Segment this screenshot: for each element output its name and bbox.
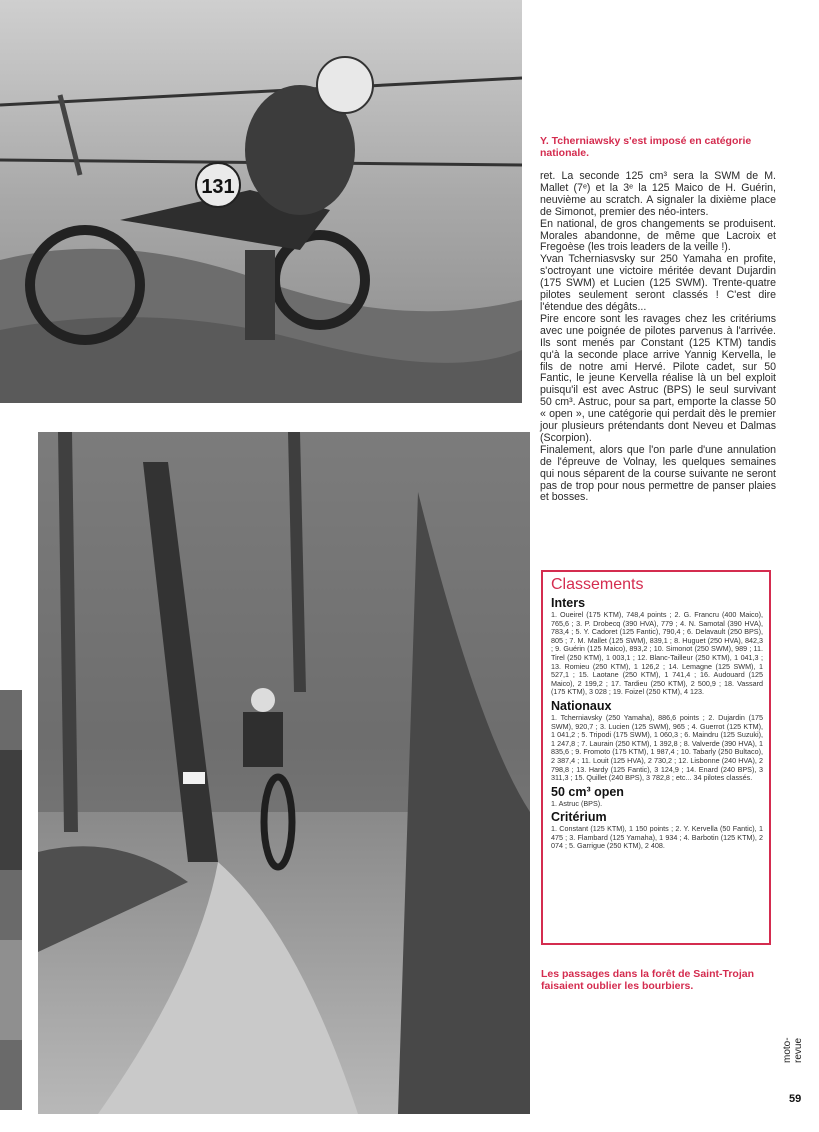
article-body — [540, 171, 776, 504]
photo-edge-strip — [0, 690, 22, 1110]
results-heading-nationaux: Nationaux — [551, 698, 612, 713]
results-heading-inters: Inters — [551, 596, 586, 610]
results-text-nationaux: 1. Tcherniavsky (250 Yamaha), 886,6 points ; 2. Dujardin (175 SWM), 920,7 ; 3. Lucien (125 SWM), 965 ; 4. Guerrot (125 KTM), 1 041,2 ; 5. Tripodi (175 SWM), 1 060,3 ; 6. Maindru (125 Suzuki), 1 247,8 ; 7. Laurain (250 KTM), 1 392,8 ; 8. Valverde (390 HVA), 1 835,6 ; 9. Fromoto (175 KTM), 1 987,4 ; 10. Tabarly (250 Bultaco), 2 387,4 ; 11. Louit (125 HVA), 2 730,2 ; 12. Lisbonne (240 HVA), 2 798,8 ; 13. Hardy (125 Fantic), 3 124,9 ; 14. Enard (240 BPS), 3 311,3 ; 15. Quillet (240 BPS), 3 782,8 ; etc... 34 pilotes classés. — [551, 712, 763, 783]
article-paragraph: ret. La seconde 125 cm³ sera la SWM de M. Mallet (7ᵉ) et la 3ᵉ la 125 Maico de H. Guérin, neuvième au scratch. A signaler la dixième place de Simonot, premier des néo-inters. — [540, 170, 776, 218]
caption-bottom: Les passages dans la forêt de Saint-Trojan faisaient oublier les bourbiers. — [541, 968, 754, 992]
photo-forest-rider — [38, 432, 530, 1114]
magazine-name: moto-revue — [782, 1037, 804, 1063]
results-heading-criterium: Critérium — [551, 810, 607, 825]
article-paragraph: En national, de gros changements se produisent. Morales abandonne, de même que Lacroix et Fregoèse (les trois leaders de la veille !). — [540, 217, 776, 254]
results-text-inters: 1. Oueirel (175 KTM), 748,4 points ; 2. G. Francru (400 Maico), 765,6 ; 3. P. Drobecq (390 HVA), 779 ; 4. N. Samotal (390 HVA), 783,4 ; 5. Y. Cadoret (125 Fantic), 790,4 ; 6. Delavault (250 BPS), 805 ; 7. M. Mallet (125 SWM), 839,1 ; 8. Huguet (250 HVA), 842,3 ; 9. Guérin (125 Maico), 893,2 ; 10. Simonot (250 SWM), 989 ; 11. Tirel (250 KTM), 1 003,1 ; 12. Blanc-Tailleur (250 KTM), 1 041,3 ; 13. Romieu (250 KTM), 1 126,2 ; 14. Lemagne (125 SWM), 1 527,1 ; 15. Laotane (250 KTM), 1 741,4 ; 16. Audouard (125 Maico), 2 199,2 ; 17. Tardieu (250 KTM), 2 500,9 ; 18. Vassard (175 KTM), 3 028 ; 19. Foizel (250 KTM), 4 123. — [551, 610, 763, 697]
page-number: 59 — [789, 1093, 802, 1105]
results-box — [541, 570, 771, 945]
race-number: 131 — [201, 176, 235, 198]
results-text-50cc: 1. Astruc (BPS). — [551, 798, 603, 808]
article-paragraph: Finalement, alors que l'on parle d'une annulation de l'épreuve de Volnay, les quelques semaines qui nous séparent de la course suivante ne seront pas de trop pour nous permettre de panser plaies et bosses. — [540, 443, 776, 504]
caption-top: Y. Tcherniawsky s'est imposé en catégorie nationale. — [540, 135, 752, 159]
results-text-criterium: 1. Constant (125 KTM), 1 150 points ; 2. Y. Kervella (50 Fantic), 1 475 ; 3. Flambard (125 Yamaha), 1 934 ; 4. Barbotin (125 KTM), 2 074 ; 5. Garrigue (250 KTM), 2 408. — [551, 824, 763, 851]
results-heading-50cc: 50 cm³ open — [551, 784, 624, 799]
photo-motocross-rider — [0, 0, 522, 403]
results-title: Classements — [551, 576, 644, 593]
article-paragraph: Pire encore sont les ravages chez les critériums avec une poignée de pilotes parvenus à l'arrivée. Ils sont menés par Constant (125 KTM) tandis qu'à la seconde place arrive Yannig Kervella, le fils de notre ami Hervé. Pilote cadet, sur 50 Fantic, le jeune Kervella réalise là un bel exploit puisqu'il est avec Astruc (BPS) le seul survivant 50 cm³. Astruc, pour sa part, emporte la classe 50 « open », une catégorie qui perdait dès le premier jour plusieurs prétendants dont Neveu et Dalmas (Scorpion). — [540, 312, 776, 444]
article-paragraph: Yvan Tcherniasvsky sur 250 Yamaha en profite, s'octroyant une victoire méritée devant Dujardin (175 SWM) et Lucien (125 SWM). Trente-quatre pilotes seulement seront classés ! C'est dire l'étendue des dégâts... — [540, 253, 776, 313]
